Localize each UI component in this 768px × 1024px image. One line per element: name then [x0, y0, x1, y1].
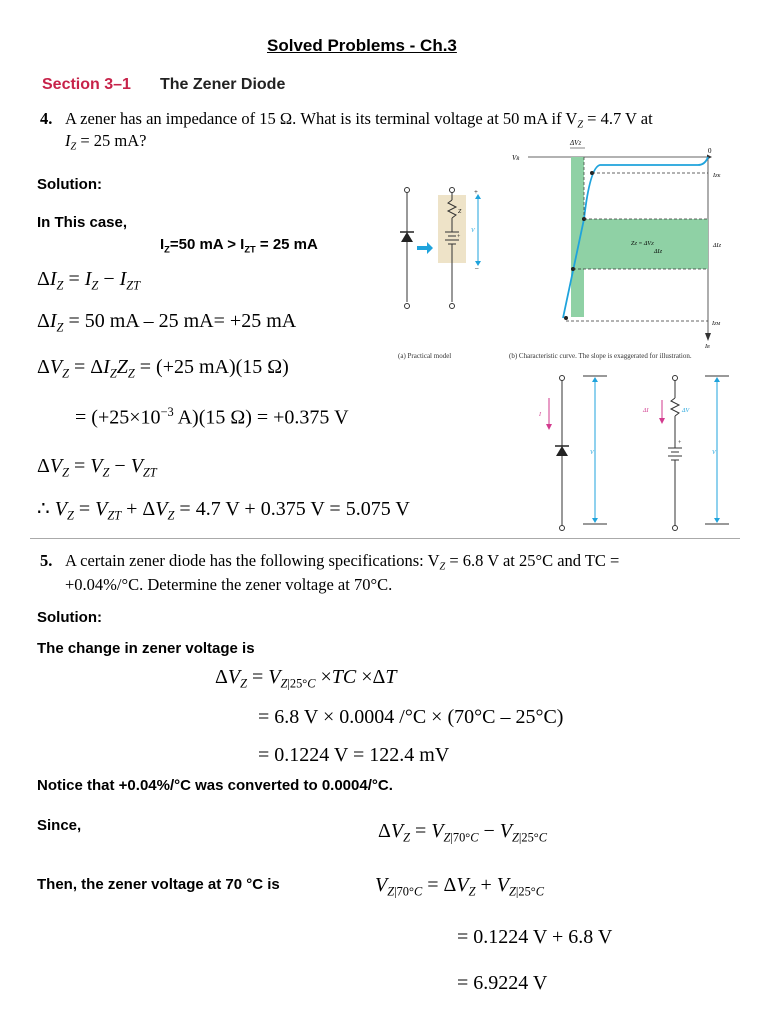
figure-a-caption: (a) Practical model — [398, 352, 452, 360]
svg-text:ΔVZ: ΔVZ — [570, 139, 582, 147]
svg-text:+: + — [678, 440, 682, 446]
section-number: Section 3–1 — [42, 76, 131, 93]
svg-text:–: – — [475, 264, 479, 272]
problem-5-line1: A certain zener diode has the following specifications: $V_Z = 6.8$ V at 25°C and TC = — [65, 551, 620, 573]
then-text: Then, the zener voltage at 70 °C is — [37, 876, 280, 893]
since-text: Since, — [37, 817, 82, 834]
svg-text:+: + — [457, 234, 461, 240]
zener-voltage-circuits-figure — [535, 368, 740, 533]
problem-5-number: 5. — [40, 551, 53, 570]
eq-delta-vz-def: $\Delta V_Z = V_Z - V_{ZT}$ — [37, 455, 157, 480]
problem-4-solution-label: Solution: — [37, 176, 102, 193]
problem-5-solution-label: Solution: — [37, 609, 102, 626]
problem-4-line1: A zener has an impedance of 15 Ω. What is its terminal voltage at 50 mA if $V_Z = 4.7$ V at — [65, 109, 653, 131]
eq-p5-delta-vz: $\Delta V_Z = V_{Z|25^\circ C} \times TC \times\Delta T$ — [215, 666, 397, 691]
svg-text:ΔIZ: ΔIZ — [713, 243, 722, 249]
eq-p5-sum: = 0.1224 V + 6.8 V — [457, 926, 613, 948]
svg-text:+: + — [474, 188, 478, 196]
svg-text:ΔIZ: ΔIZ — [654, 249, 663, 255]
svg-text:VR: VR — [512, 154, 520, 162]
section-name: The Zener Diode — [160, 76, 286, 93]
eq-delta-iz: $\Delta I_Z = I_Z - I_{ZT}$ — [37, 268, 141, 293]
svg-text:I: I — [539, 412, 541, 418]
eq-delta-vz-value: = ($+25\times 10^{-3}$ A)(15 Ω) = +0.375 V — [75, 405, 349, 429]
svg-text:IZM: IZM — [712, 321, 721, 327]
svg-text:V: V — [590, 450, 594, 456]
zener-characteristic-curve-figure — [508, 135, 738, 350]
divider — [30, 538, 740, 539]
svg-text:0: 0 — [708, 147, 712, 155]
eq-p5-result: = 0.1224 V = 122.4 mV — [258, 744, 450, 766]
svg-text:V: V — [471, 228, 475, 234]
eq-p5-substitution: = 6.8 V × 0.0004 /°C × (70°C – 25°C) — [258, 706, 564, 728]
eq-p5-delta-def: $\Delta V_Z = V_{Z|70^\circ C} - V_{Z|25^\circ C}$ — [378, 820, 547, 845]
svg-text:Z: Z — [458, 209, 462, 215]
zener-practical-model-figure — [395, 180, 505, 360]
problem-4-case: In This case, — [37, 214, 128, 231]
problem-5-line2: +0.04%/°C. Determine the zener voltage at 70°C. — [65, 575, 393, 594]
svg-text:IZK: IZK — [713, 173, 721, 179]
page-title: Solved Problems - Ch.3 — [267, 36, 457, 55]
problem-4-condition: $I_Z=50$ mA > $I_{ZT} = 25$ mA — [160, 236, 318, 255]
eq-p5-final: = 6.9224 V — [457, 972, 548, 994]
svg-text:ΔV: ΔV — [682, 408, 690, 414]
figure-b-caption: (b) Characteristic curve. The slope is exaggerated for illustration. — [509, 352, 692, 360]
problem-4-line2: $I_Z = 25$ mA? — [65, 131, 147, 153]
problem-4-number: 4. — [40, 109, 53, 128]
eq-p5-vz70: $V_{Z|70^\circ C} = \Delta V_Z + V_{Z|25^\circ C}$ — [375, 874, 544, 899]
eq-vz-result: ∴ $V_Z = V_{ZT} + \Delta V_Z = 4.7$ V + 0.375 V = 5.075 V — [37, 498, 410, 523]
problem-5-change-text: The change in zener voltage is — [37, 640, 255, 657]
svg-text:ΔI: ΔI — [643, 408, 649, 414]
eq-delta-vz: $\Delta V_Z = \Delta I_ZZ_Z = (+25$ mA)(15 Ω) — [37, 356, 289, 381]
notice-text: Notice that +0.04%/°C was converted to 0.0004/°C. — [37, 777, 393, 794]
svg-text:ZZ = ΔVZ: ZZ = ΔVZ — [631, 241, 654, 247]
eq-delta-iz-value: $\Delta I_Z = 50$ mA – 25 mA= +25 mA — [37, 310, 297, 335]
svg-text:IR: IR — [705, 344, 710, 350]
svg-text:V: V — [712, 450, 716, 456]
